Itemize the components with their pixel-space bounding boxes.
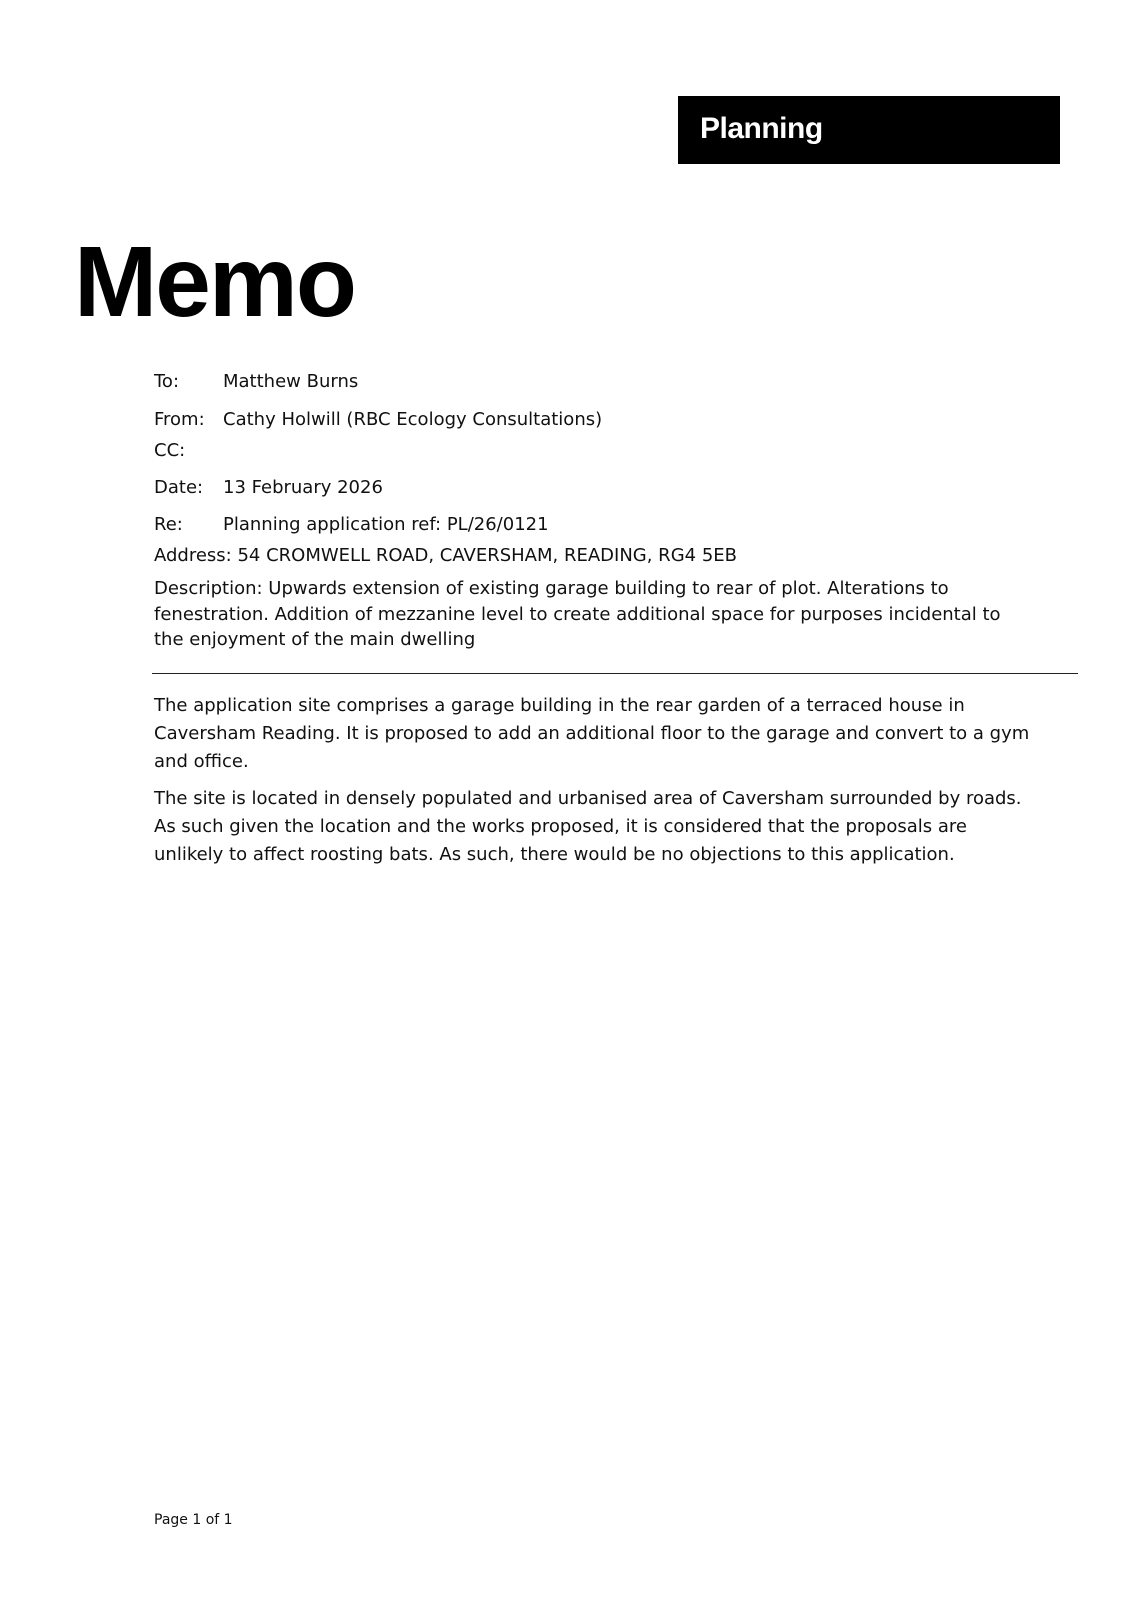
body-paragraph-2: The site is located in densely populated and urbanised area of Caversham surrounded by roads. As such given the location and the works proposed, it is considered that the proposals are unlikely to affect roosting bats. As such, there would be no objections to this application. xyxy=(154,788,1022,865)
header-divider xyxy=(152,673,1078,674)
re-label: Re: xyxy=(154,514,183,535)
address-line: Address: 54 CROMWELL ROAD, CAVERSHAM, READING, RG4 5EB xyxy=(154,545,737,566)
planning-banner xyxy=(678,96,1060,164)
memo-title: Memo xyxy=(74,226,355,338)
banner-label: Planning xyxy=(700,112,823,145)
description: Description: Upwards extension of existing garage building to rear of plot. Alterations to fenestration. Addition of mezzanine level to create additional space for purposes incidental to the enjoyment of the main dwelling xyxy=(154,578,1001,650)
re-value: Planning application ref: PL/26/0121 xyxy=(223,514,549,535)
from-value: Cathy Holwill (RBC Ecology Consultations) xyxy=(223,409,603,430)
to-value: Matthew Burns xyxy=(223,371,359,392)
from-label: From: xyxy=(154,409,205,430)
body-paragraph-1: The application site comprises a garage building in the rear garden of a terraced house in Caversham Reading. It is proposed to add an additional floor to the garage and convert to a gym and office. xyxy=(154,695,1030,772)
page-number: Page 1 of 1 xyxy=(154,1512,233,1528)
date-value: 13 February 2026 xyxy=(223,477,383,498)
to-label: To: xyxy=(154,371,180,392)
date-label: Date: xyxy=(154,477,204,498)
cc-label: CC: xyxy=(154,440,186,461)
